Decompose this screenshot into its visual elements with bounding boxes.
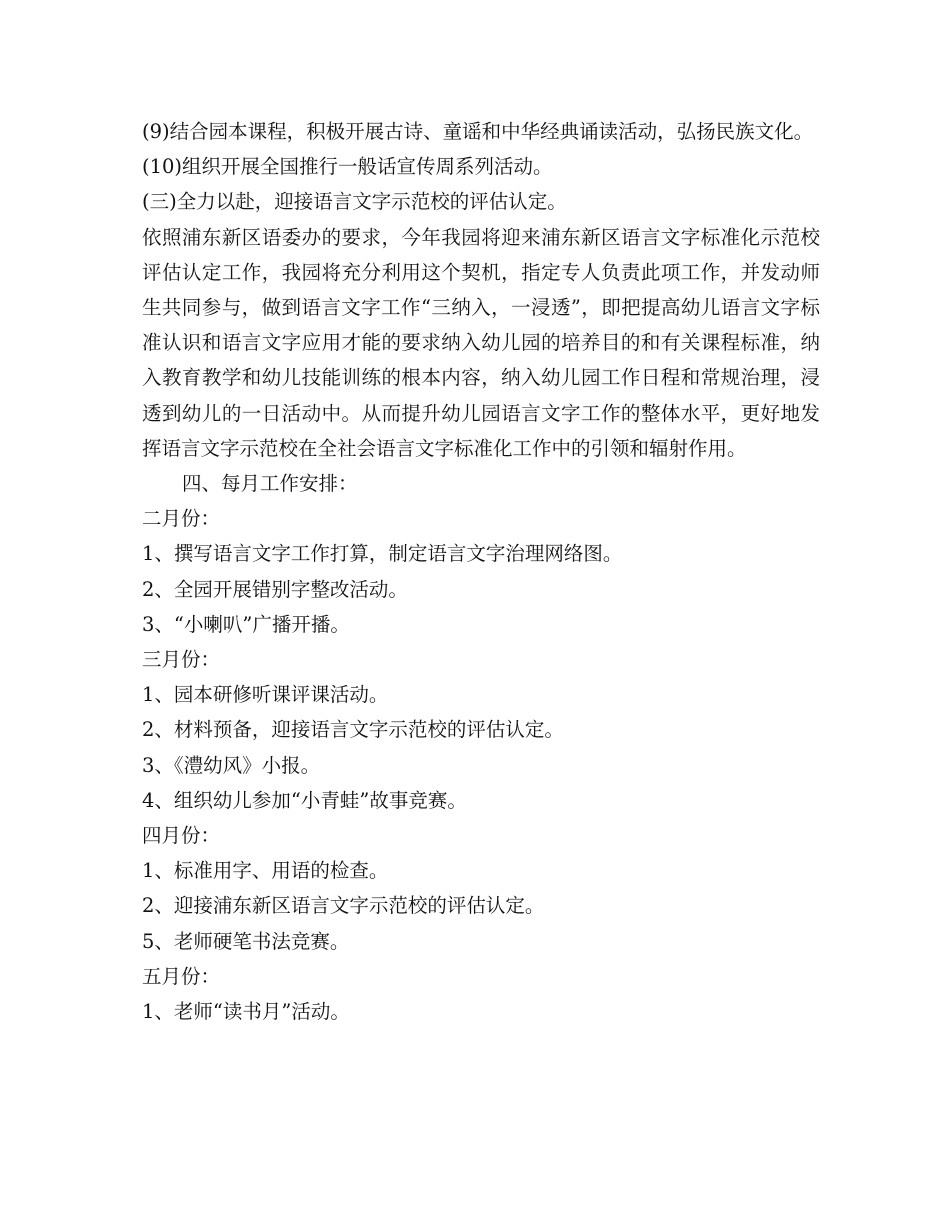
section-heading-4: 四、每月工作安排：	[182, 472, 358, 496]
body-paragraph: 依照浦东新区语委办的要求，今年我园将迎来浦东新区语言文字标准化示范校评估认定工作，我园将充分利用这个契机，指定专人负责此项工作，并发动师生共同参与，做到语言文字工作“三纳入，一浸透”，即把提高幼儿语言文字标准认识和语言文字应用才能的要求纳入幼儿园的培养目的和有关课程标准，纳入教育教学和幼儿技能训练的根本内容，纳入幼儿园工作日程和常规治理，浸透到幼儿的一日活动中。从而提升幼儿园语言文字工作的整体水平，更好地发挥语言文字示范校在全社会语言文字标准化工作中的引领和辐射作用。	[142, 225, 820, 460]
list-item: 2、迎接浦东新区语言文字示范校的评估认定。	[142, 894, 545, 918]
month-heading-february: 二月份：	[142, 507, 221, 531]
month-heading-march: 三月份：	[142, 648, 221, 672]
paragraph-item-9: (9)结合园本课程，积极开展古诗、童谣和中华经典诵读活动，弘扬民族文化。	[142, 120, 814, 143]
list-item: 1、老师“读书月”活动。	[142, 1000, 350, 1024]
section-heading-3: (三)全力以赴，迎接语言文字示范校的评估认定。	[142, 190, 567, 214]
month-heading-may: 五月份：	[142, 964, 221, 988]
list-item: 2、材料预备，迎接语言文字示范校的评估认定。	[142, 718, 564, 742]
list-item: 1、园本研修听课评课活动。	[142, 683, 389, 707]
list-item: 5、老师硬笔书法竞赛。	[142, 929, 350, 953]
list-item: 1、撰写语言文字工作打算，制定语言文字治理网络图。	[142, 542, 623, 566]
list-item: 1、标准用字、用语的检查。	[142, 859, 389, 883]
month-heading-april: 四月份：	[142, 824, 221, 848]
list-item: 2、全园开展错别字整改活动。	[142, 577, 408, 601]
list-item: 3、《澧幼风》小报。	[142, 753, 321, 777]
paragraph-item-10: (10)组织开展全国推行一般话宣传周系列活动。	[142, 155, 553, 179]
list-item: 4、组织幼儿参加“小青蛙”故事竞赛。	[142, 788, 467, 812]
list-item: 3、“小喇叭”广播开播。	[142, 612, 350, 636]
